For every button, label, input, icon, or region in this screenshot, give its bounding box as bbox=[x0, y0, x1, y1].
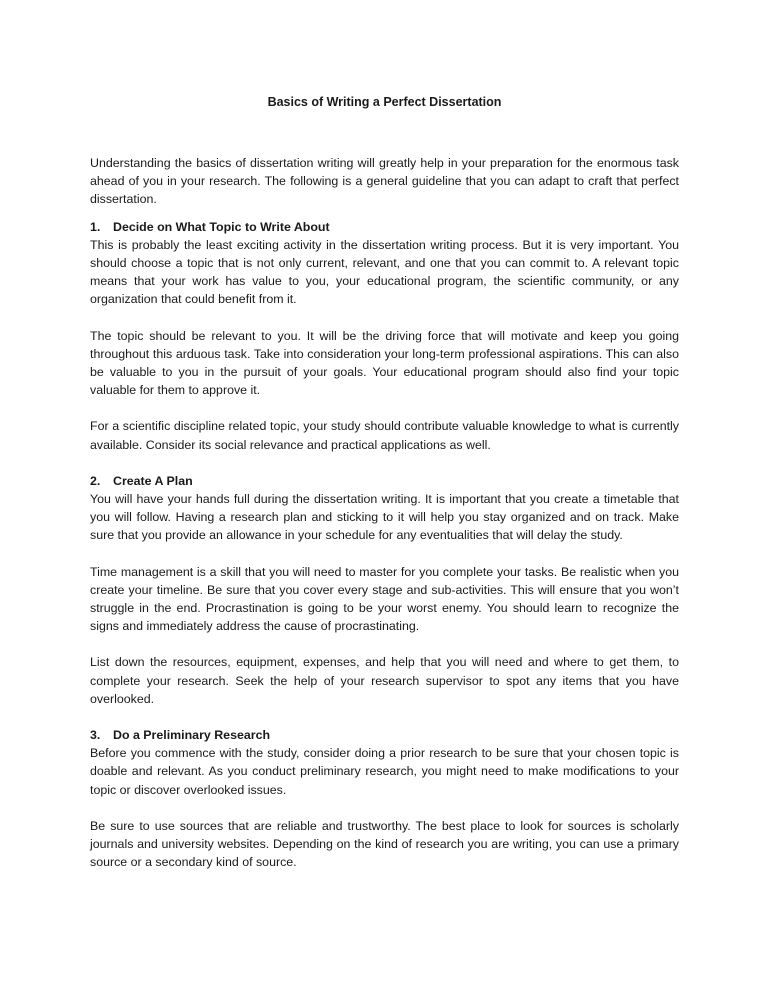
section-heading bbox=[90, 472, 679, 490]
section-heading bbox=[90, 726, 679, 744]
section-paragraph: List down the resources, equipment, expenses, and help that you will need and where to get them, to complete your research. Seek the help of your research supervisor to spot any items that you have overlooked. bbox=[90, 655, 679, 706]
section-number: 2. bbox=[90, 473, 101, 488]
intro-paragraph: Understanding the basics of dissertation writing will greatly help in your preparation for the enormous task ahead of you in your research. The following is a general guideline that you can adapt to craft that perfect dissertation. bbox=[90, 156, 679, 207]
section-number: 3. bbox=[90, 728, 101, 743]
section-paragraph: Before you commence with the study, consider doing a prior research to be sure that your chosen topic is doable and relevant. As you conduct preliminary research, you might need to make modifications to your topic or discover overlooked issues. bbox=[90, 746, 679, 797]
section-title: Do a Preliminary Research bbox=[113, 728, 271, 743]
section-paragraph: Time management is a skill that you will need to master for you complete your tasks. Be realistic when you create your timeline. Be sure that you cover every stage and sub-activities. This will ensure that you won’t struggle in the end. Procrastination is going to be your worst enemy. You should learn to recognize the signs and immediately address the cause of procrastinating. bbox=[90, 564, 679, 634]
section-title: Create A Plan bbox=[113, 473, 193, 488]
section-paragraph: For a scientific discipline related topic, your study should contribute valuable knowledge to what is currently available. Consider its social relevance and practical applications as well. bbox=[90, 419, 679, 452]
section-paragraph: Be sure to use sources that are reliable and trustworthy. The best place to look for sources is scholarly journals and university websites. Depending on the kind of research you are writing, you can use a primary source or a secondary kind of source. bbox=[90, 818, 679, 870]
section-title: Decide on What Topic to Write About bbox=[113, 219, 330, 234]
section-number: 1. bbox=[90, 219, 101, 234]
section-heading bbox=[90, 218, 679, 236]
document-title: Basics of Writing a Perfect Dissertation bbox=[267, 95, 502, 109]
section-paragraph: This is probably the least exciting activity in the dissertation writing process. But it is very important. You should choose a topic that is not only current, relevant, and one that you can commit to. A relevant topic means that your work has value to you, your educational program, the scientific community, or any organization that could benefit from it. bbox=[90, 237, 679, 307]
section-paragraph: The topic should be relevant to you. It will be the driving force that will motivate and keep you going throughout this arduous task. Take into consideration your long-term professional aspirations. This can also be valuable to you in the pursuit of your goals. Your educational program should also find your topic valuable for them to approve it. bbox=[90, 328, 679, 398]
section-paragraph: You will have your hands full during the dissertation writing. It is important that you create a timetable that you will follow. Having a research plan and sticking to it will help you stay organized and on track. Make sure that you provide an allowance in your schedule for any eventualities that will delay the study. bbox=[90, 492, 679, 543]
